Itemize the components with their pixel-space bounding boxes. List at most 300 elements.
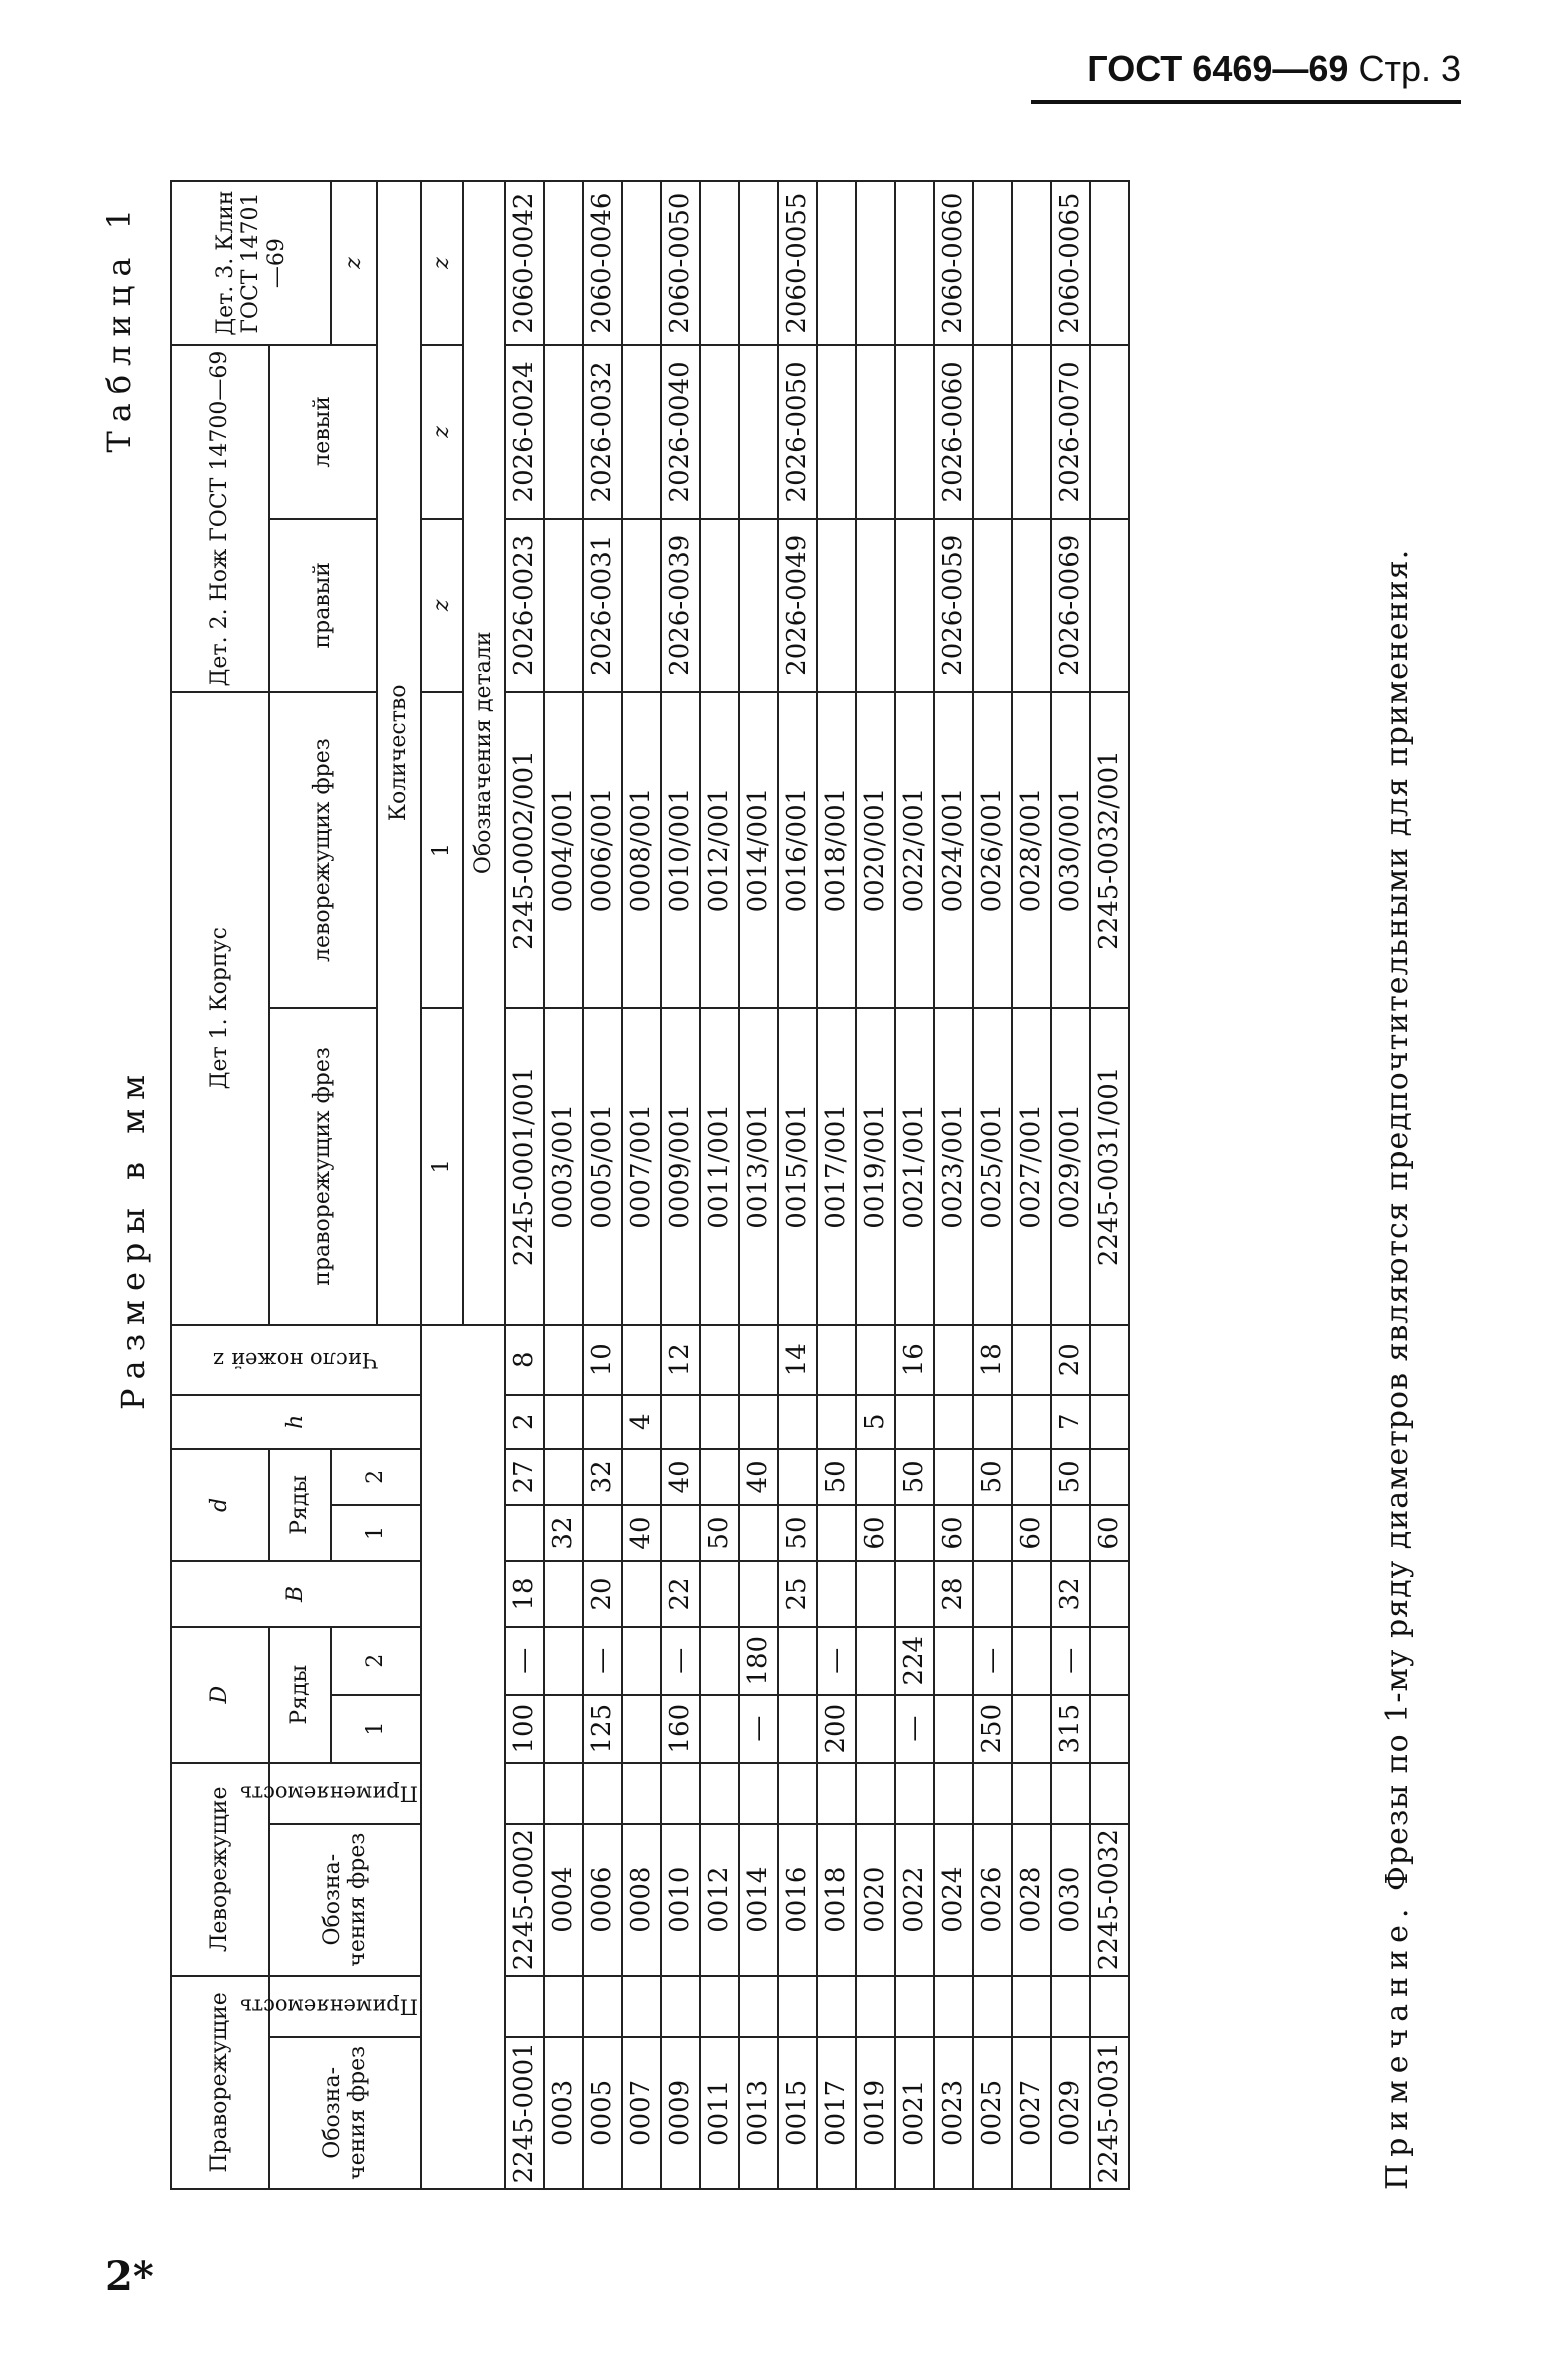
left-applicability bbox=[778, 1763, 817, 1824]
header-knives-count: Число ножей z bbox=[171, 1325, 421, 1395]
page-mark: 2* bbox=[105, 2253, 154, 2300]
z-value: 14 bbox=[778, 1325, 817, 1395]
D-row2: 224 bbox=[895, 1627, 934, 1695]
d-row1 bbox=[1051, 1505, 1090, 1561]
right-applicability bbox=[661, 1976, 700, 2037]
d-row2: 32 bbox=[583, 1449, 622, 1505]
wedge-code bbox=[739, 181, 778, 345]
z-value: 20 bbox=[1051, 1325, 1090, 1395]
knife-left-code bbox=[622, 345, 661, 518]
knife-right-code bbox=[973, 519, 1012, 692]
B-value bbox=[973, 1561, 1012, 1627]
note-lead: Примечание. bbox=[1380, 1901, 1415, 2190]
knife-right-code bbox=[544, 519, 583, 692]
table-row bbox=[895, 181, 934, 2189]
h-value bbox=[778, 1395, 817, 1449]
knife-left-code bbox=[739, 345, 778, 518]
header-qty-body-right: 1 bbox=[421, 1008, 463, 1324]
header-B: B bbox=[171, 1561, 421, 1627]
header-D-rows: Ряды bbox=[269, 1627, 331, 1763]
z-value bbox=[544, 1325, 583, 1395]
D-row2: — bbox=[505, 1627, 544, 1695]
B-value bbox=[622, 1561, 661, 1627]
d-row2 bbox=[856, 1449, 895, 1505]
D-row2: — bbox=[661, 1627, 700, 1695]
d-row2: 50 bbox=[973, 1449, 1012, 1505]
rotated-table-page bbox=[100, 170, 1480, 2190]
header-qty-knife-left: z bbox=[421, 345, 463, 518]
knife-left-code bbox=[856, 345, 895, 518]
d-row1 bbox=[739, 1505, 778, 1561]
h-value: 7 bbox=[1051, 1395, 1090, 1449]
left-code: 0028 bbox=[1012, 1824, 1051, 1976]
wedge-code: 2060-0046 bbox=[583, 181, 622, 345]
right-code: 0005 bbox=[583, 2037, 622, 2189]
right-applicability bbox=[739, 1976, 778, 2037]
table-row bbox=[544, 181, 583, 2189]
header-qty-knife-right: z bbox=[421, 519, 463, 692]
z-value: 10 bbox=[583, 1325, 622, 1395]
knife-right-code bbox=[622, 519, 661, 692]
z-value bbox=[934, 1325, 973, 1395]
left-applicability bbox=[817, 1763, 856, 1824]
d-row1: 50 bbox=[700, 1505, 739, 1561]
d-row2: 40 bbox=[739, 1449, 778, 1505]
left-code: 2245-0002 bbox=[505, 1824, 544, 1976]
table-row bbox=[778, 181, 817, 2189]
knife-right-code bbox=[895, 519, 934, 692]
D-row1 bbox=[778, 1695, 817, 1763]
right-code: 2245-0031 bbox=[1090, 2037, 1129, 2189]
d-row1: 40 bbox=[622, 1505, 661, 1561]
h-value bbox=[583, 1395, 622, 1449]
header-body: Дет 1. Корпус bbox=[171, 692, 269, 1325]
D-row1: 125 bbox=[583, 1695, 622, 1763]
wedge-code bbox=[622, 181, 661, 345]
page-header bbox=[1031, 48, 1461, 104]
left-code: 0008 bbox=[622, 1824, 661, 1976]
left-code: 0006 bbox=[583, 1824, 622, 1976]
d-row2 bbox=[622, 1449, 661, 1505]
z-value: 8 bbox=[505, 1325, 544, 1395]
D-row2: — bbox=[1051, 1627, 1090, 1695]
right-applicability bbox=[544, 1976, 583, 2037]
d-row1: 32 bbox=[544, 1505, 583, 1561]
knife-right-code bbox=[700, 519, 739, 692]
z-value: 16 bbox=[895, 1325, 934, 1395]
header-wedge-z: z bbox=[331, 181, 377, 345]
left-code: 0024 bbox=[934, 1824, 973, 1976]
D-row2 bbox=[544, 1627, 583, 1695]
D-row1 bbox=[700, 1695, 739, 1763]
left-applicability bbox=[739, 1763, 778, 1824]
h-value: 5 bbox=[856, 1395, 895, 1449]
right-applicability bbox=[895, 1976, 934, 2037]
table-row bbox=[856, 181, 895, 2189]
header-d-row1: 1 bbox=[331, 1505, 421, 1561]
left-code: 0004 bbox=[544, 1824, 583, 1976]
body-right-code: 2245-0001/001 bbox=[505, 1008, 544, 1324]
wedge-code bbox=[895, 181, 934, 345]
knife-right-code: 2026-0039 bbox=[661, 519, 700, 692]
D-row2 bbox=[1090, 1627, 1129, 1695]
z-value: 18 bbox=[973, 1325, 1012, 1395]
right-applicability bbox=[817, 1976, 856, 2037]
d-row1 bbox=[505, 1505, 544, 1561]
d-row2 bbox=[1090, 1449, 1129, 1505]
knife-left-code bbox=[544, 345, 583, 518]
table-row bbox=[1051, 181, 1090, 2189]
knife-left-code: 2026-0024 bbox=[505, 345, 544, 518]
knife-left-code: 2026-0040 bbox=[661, 345, 700, 518]
D-row1 bbox=[1090, 1695, 1129, 1763]
body-left-code: 0022/001 bbox=[895, 692, 934, 1008]
right-code: 0023 bbox=[934, 2037, 973, 2189]
D-row2 bbox=[856, 1627, 895, 1695]
h-value bbox=[934, 1395, 973, 1449]
z-value bbox=[739, 1325, 778, 1395]
d-row2: 40 bbox=[661, 1449, 700, 1505]
D-row2: 180 bbox=[739, 1627, 778, 1695]
body-right-code: 0021/001 bbox=[895, 1008, 934, 1324]
z-value bbox=[622, 1325, 661, 1395]
d-row1 bbox=[973, 1505, 1012, 1561]
z-value bbox=[1012, 1325, 1051, 1395]
left-applicability bbox=[895, 1763, 934, 1824]
right-code: 0017 bbox=[817, 2037, 856, 2189]
d-row1 bbox=[817, 1505, 856, 1561]
header-knife-right: правый bbox=[269, 519, 377, 692]
right-applicability bbox=[622, 1976, 661, 2037]
body-right-code: 0009/001 bbox=[661, 1008, 700, 1324]
right-code: 0003 bbox=[544, 2037, 583, 2189]
body-right-code: 0019/001 bbox=[856, 1008, 895, 1324]
left-applicability bbox=[934, 1763, 973, 1824]
right-code: 0011 bbox=[700, 2037, 739, 2189]
body-left-code: 0006/001 bbox=[583, 692, 622, 1008]
knife-right-code: 2026-0049 bbox=[778, 519, 817, 692]
left-applicability bbox=[505, 1763, 544, 1824]
header-d-row2: 2 bbox=[331, 1449, 421, 1505]
table-body bbox=[505, 181, 1129, 2189]
h-value bbox=[661, 1395, 700, 1449]
note-text: Фрезы по 1-му ряду диаметров являются предпочтительными для применения. bbox=[1380, 548, 1415, 1891]
body-right-code: 0027/001 bbox=[1012, 1008, 1051, 1324]
D-row1 bbox=[856, 1695, 895, 1763]
left-code: 0020 bbox=[856, 1824, 895, 1976]
header-quantity: Количество bbox=[377, 181, 421, 1325]
D-row1: 250 bbox=[973, 1695, 1012, 1763]
z-value bbox=[817, 1325, 856, 1395]
d-row1: 60 bbox=[934, 1505, 973, 1561]
h-value bbox=[1012, 1395, 1051, 1449]
header-parts-designation: Обозначения детали bbox=[463, 181, 505, 1325]
table-row bbox=[1012, 181, 1051, 2189]
header-D-row1: 1 bbox=[331, 1695, 421, 1763]
left-applicability bbox=[1051, 1763, 1090, 1824]
d-row2 bbox=[544, 1449, 583, 1505]
body-left-code: 0012/001 bbox=[700, 692, 739, 1008]
right-code: 0027 bbox=[1012, 2037, 1051, 2189]
B-value: 22 bbox=[661, 1561, 700, 1627]
body-left-code: 2245-0002/001 bbox=[505, 692, 544, 1008]
wedge-code: 2060-0050 bbox=[661, 181, 700, 345]
left-applicability bbox=[973, 1763, 1012, 1824]
h-value bbox=[817, 1395, 856, 1449]
knife-right-code bbox=[1012, 519, 1051, 692]
D-row2: — bbox=[583, 1627, 622, 1695]
knife-right-code bbox=[856, 519, 895, 692]
D-row2 bbox=[700, 1627, 739, 1695]
D-row1: — bbox=[739, 1695, 778, 1763]
cutter-table bbox=[170, 180, 1130, 2190]
body-left-code: 0028/001 bbox=[1012, 692, 1051, 1008]
body-right-code: 0017/001 bbox=[817, 1008, 856, 1324]
z-value bbox=[1090, 1325, 1129, 1395]
left-code: 0016 bbox=[778, 1824, 817, 1976]
right-applicability bbox=[1090, 1976, 1129, 2037]
D-row2 bbox=[622, 1627, 661, 1695]
right-applicability bbox=[583, 1976, 622, 2037]
B-value: 20 bbox=[583, 1561, 622, 1627]
right-applicability bbox=[1051, 1976, 1090, 2037]
knife-left-code bbox=[1090, 345, 1129, 518]
h-value bbox=[544, 1395, 583, 1449]
knife-left-code bbox=[1012, 345, 1051, 518]
header-d: d bbox=[171, 1449, 269, 1561]
body-right-code: 0013/001 bbox=[739, 1008, 778, 1324]
body-right-code: 0023/001 bbox=[934, 1008, 973, 1324]
table-row bbox=[817, 181, 856, 2189]
knife-left-code bbox=[895, 345, 934, 518]
d-row1: 60 bbox=[1090, 1505, 1129, 1561]
left-applicability bbox=[622, 1763, 661, 1824]
header-right-codes: Обозна-чения фрез bbox=[269, 2037, 421, 2189]
knife-right-code: 2026-0031 bbox=[583, 519, 622, 692]
wedge-code bbox=[1090, 181, 1129, 345]
standard-number: ГОСТ 6469—69 bbox=[1087, 48, 1349, 89]
knife-right-code bbox=[817, 519, 856, 692]
D-row2 bbox=[1012, 1627, 1051, 1695]
body-left-code: 0020/001 bbox=[856, 692, 895, 1008]
wedge-code bbox=[817, 181, 856, 345]
knife-right-code: 2026-0069 bbox=[1051, 519, 1090, 692]
B-value bbox=[856, 1561, 895, 1627]
B-value bbox=[817, 1561, 856, 1627]
D-row1 bbox=[1012, 1695, 1051, 1763]
left-applicability bbox=[544, 1763, 583, 1824]
table-row bbox=[934, 181, 973, 2189]
right-applicability bbox=[778, 1976, 817, 2037]
left-code: 0030 bbox=[1051, 1824, 1090, 1976]
right-applicability bbox=[700, 1976, 739, 2037]
body-right-code: 0007/001 bbox=[622, 1008, 661, 1324]
right-code: 0009 bbox=[661, 2037, 700, 2189]
B-value bbox=[544, 1561, 583, 1627]
right-applicability bbox=[856, 1976, 895, 2037]
right-applicability bbox=[934, 1976, 973, 2037]
table-row bbox=[739, 181, 778, 2189]
right-code: 0013 bbox=[739, 2037, 778, 2189]
D-row1: 200 bbox=[817, 1695, 856, 1763]
D-row2 bbox=[778, 1627, 817, 1695]
knife-left-code: 2026-0032 bbox=[583, 345, 622, 518]
header-knife-left: левый bbox=[269, 345, 377, 518]
left-code: 0026 bbox=[973, 1824, 1012, 1976]
body-right-code: 0005/001 bbox=[583, 1008, 622, 1324]
right-code: 0007 bbox=[622, 2037, 661, 2189]
header-wedge: Дет. 3. Клин ГОСТ 14701—69 bbox=[171, 181, 331, 345]
left-code: 0018 bbox=[817, 1824, 856, 1976]
h-value bbox=[973, 1395, 1012, 1449]
d-row2 bbox=[1012, 1449, 1051, 1505]
d-row1: 50 bbox=[778, 1505, 817, 1561]
left-code: 0010 bbox=[661, 1824, 700, 1976]
table-row bbox=[661, 181, 700, 2189]
d-row1 bbox=[661, 1505, 700, 1561]
knife-left-code bbox=[700, 345, 739, 518]
table-row bbox=[700, 181, 739, 2189]
left-applicability bbox=[700, 1763, 739, 1824]
wedge-code bbox=[856, 181, 895, 345]
d-row2 bbox=[934, 1449, 973, 1505]
table-row bbox=[505, 181, 544, 2189]
D-row1: 315 bbox=[1051, 1695, 1090, 1763]
table-row bbox=[973, 181, 1012, 2189]
D-row1 bbox=[934, 1695, 973, 1763]
body-right-code: 0003/001 bbox=[544, 1008, 583, 1324]
D-row2: — bbox=[973, 1627, 1012, 1695]
right-applicability bbox=[1012, 1976, 1051, 2037]
d-row2 bbox=[778, 1449, 817, 1505]
D-row1: 160 bbox=[661, 1695, 700, 1763]
left-code: 0014 bbox=[739, 1824, 778, 1976]
header-body-left: леворежущих фрез bbox=[269, 692, 377, 1008]
knife-left-code: 2026-0060 bbox=[934, 345, 973, 518]
z-value bbox=[856, 1325, 895, 1395]
header-right-cut: Праворежущие bbox=[171, 1976, 269, 2189]
header-left-cut: Леворежущие bbox=[171, 1763, 269, 1976]
d-row2 bbox=[700, 1449, 739, 1505]
table-row bbox=[622, 181, 661, 2189]
wedge-code bbox=[544, 181, 583, 345]
B-value bbox=[1012, 1561, 1051, 1627]
body-left-code: 0004/001 bbox=[544, 692, 583, 1008]
header-left-applicability: Применяемость bbox=[269, 1763, 421, 1824]
right-code: 2245-0001 bbox=[505, 2037, 544, 2189]
B-value: 32 bbox=[1051, 1561, 1090, 1627]
header-left-codes: Обозна-чения фрез bbox=[269, 1824, 421, 1976]
B-value: 25 bbox=[778, 1561, 817, 1627]
h-value bbox=[1090, 1395, 1129, 1449]
wedge-code bbox=[700, 181, 739, 345]
header-qty-wedge: z bbox=[421, 181, 463, 345]
wedge-code bbox=[973, 181, 1012, 345]
header-h: h bbox=[171, 1395, 421, 1449]
left-applicability bbox=[583, 1763, 622, 1824]
header-right-applicability: Применяемость bbox=[269, 1976, 421, 2037]
h-value: 2 bbox=[505, 1395, 544, 1449]
table-row bbox=[1090, 181, 1129, 2189]
h-value bbox=[895, 1395, 934, 1449]
knife-right-code: 2026-0059 bbox=[934, 519, 973, 692]
right-code: 0025 bbox=[973, 2037, 1012, 2189]
knife-left-code: 2026-0070 bbox=[1051, 345, 1090, 518]
wedge-code: 2060-0055 bbox=[778, 181, 817, 345]
header-D: D bbox=[171, 1627, 269, 1763]
header-D-row2: 2 bbox=[331, 1627, 421, 1695]
wedge-code: 2060-0060 bbox=[934, 181, 973, 345]
body-right-code: 0011/001 bbox=[700, 1008, 739, 1324]
D-row2: — bbox=[817, 1627, 856, 1695]
d-row2: 50 bbox=[895, 1449, 934, 1505]
h-value bbox=[700, 1395, 739, 1449]
d-row1 bbox=[895, 1505, 934, 1561]
D-row1: — bbox=[895, 1695, 934, 1763]
B-value bbox=[700, 1561, 739, 1627]
table-row bbox=[583, 181, 622, 2189]
body-right-code: 2245-0031/001 bbox=[1090, 1008, 1129, 1324]
left-code: 0022 bbox=[895, 1824, 934, 1976]
right-code: 0021 bbox=[895, 2037, 934, 2189]
knife-right-code bbox=[739, 519, 778, 692]
knife-right-code bbox=[1090, 519, 1129, 692]
body-right-code: 0029/001 bbox=[1051, 1008, 1090, 1324]
wedge-code bbox=[1012, 181, 1051, 345]
D-row2 bbox=[934, 1627, 973, 1695]
header-body-right: праворежущих фрез bbox=[269, 1008, 377, 1324]
B-value: 18 bbox=[505, 1561, 544, 1627]
dimensions-caption: Размеры в мм bbox=[114, 1066, 152, 1410]
knife-left-code bbox=[973, 345, 1012, 518]
z-value bbox=[700, 1325, 739, 1395]
header-qty-body-left: 1 bbox=[421, 692, 463, 1008]
knife-left-code: 2026-0050 bbox=[778, 345, 817, 518]
right-applicability bbox=[973, 1976, 1012, 2037]
right-code: 0029 bbox=[1051, 2037, 1090, 2189]
left-applicability bbox=[856, 1763, 895, 1824]
z-value: 12 bbox=[661, 1325, 700, 1395]
h-value bbox=[739, 1395, 778, 1449]
h-value: 4 bbox=[622, 1395, 661, 1449]
right-code: 0019 bbox=[856, 2037, 895, 2189]
header-d-rows: Ряды bbox=[269, 1449, 331, 1561]
D-row1: 100 bbox=[505, 1695, 544, 1763]
left-applicability bbox=[661, 1763, 700, 1824]
d-row2: 50 bbox=[817, 1449, 856, 1505]
body-left-code: 0016/001 bbox=[778, 692, 817, 1008]
body-left-code: 2245-0032/001 bbox=[1090, 692, 1129, 1008]
body-left-code: 0010/001 bbox=[661, 692, 700, 1008]
B-value: 28 bbox=[934, 1561, 973, 1627]
left-code: 2245-0032 bbox=[1090, 1824, 1129, 1976]
B-value bbox=[1090, 1561, 1129, 1627]
header-knife: Дет. 2. Нож ГОСТ 14700—69 bbox=[171, 345, 269, 692]
d-row2: 50 bbox=[1051, 1449, 1090, 1505]
d-row1: 60 bbox=[1012, 1505, 1051, 1561]
body-left-code: 0008/001 bbox=[622, 692, 661, 1008]
body-left-code: 0030/001 bbox=[1051, 692, 1090, 1008]
page-number: Стр. 3 bbox=[1358, 48, 1461, 89]
wedge-code: 2060-0042 bbox=[505, 181, 544, 345]
table-caption: Таблица 1 bbox=[100, 200, 138, 453]
B-value bbox=[895, 1561, 934, 1627]
left-applicability bbox=[1012, 1763, 1051, 1824]
knife-right-code: 2026-0023 bbox=[505, 519, 544, 692]
body-right-code: 0015/001 bbox=[778, 1008, 817, 1324]
body-left-code: 0026/001 bbox=[973, 692, 1012, 1008]
knife-left-code bbox=[817, 345, 856, 518]
